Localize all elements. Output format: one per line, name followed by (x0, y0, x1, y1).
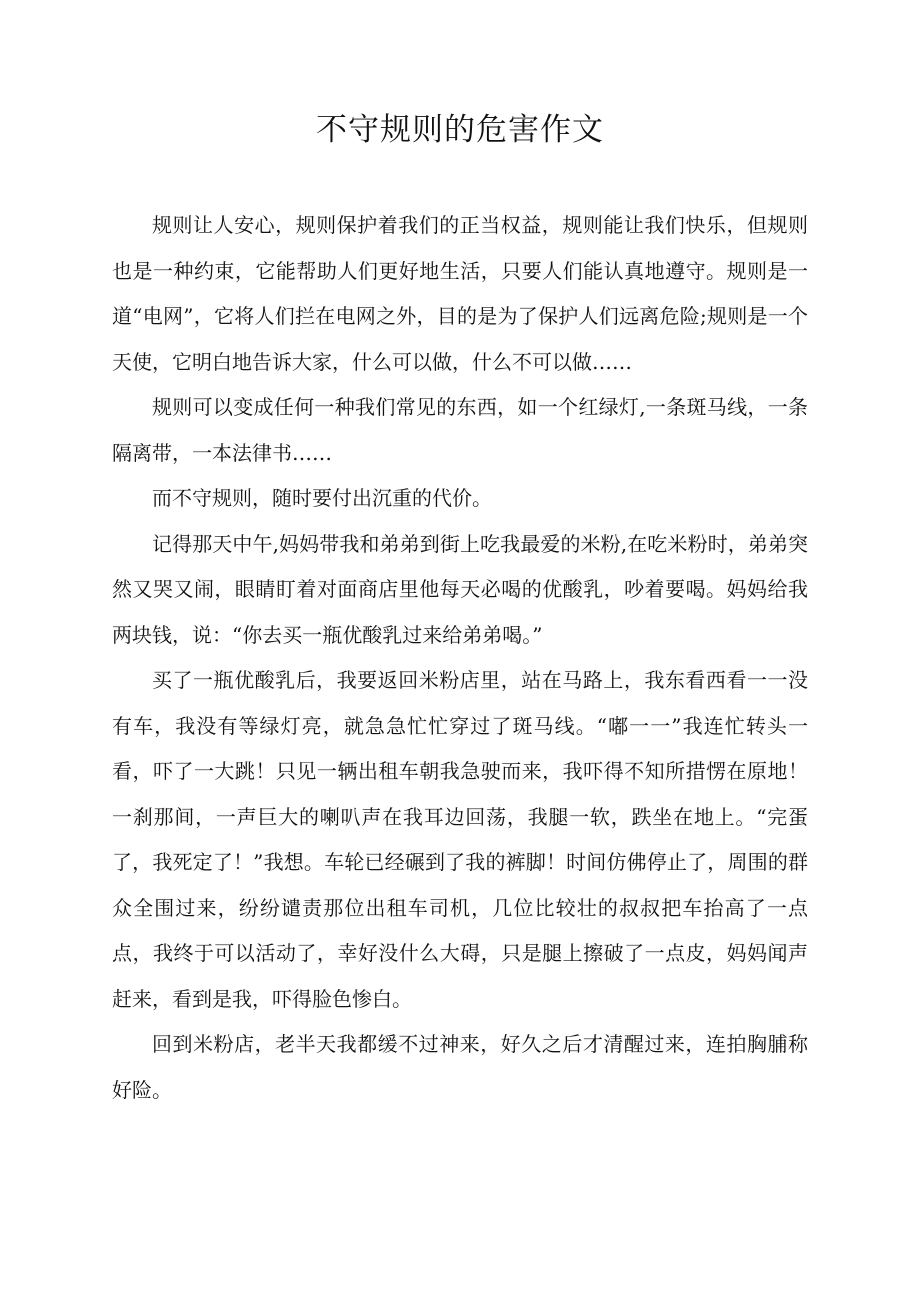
paragraph: 买了一瓶优酸乳后，我要返回米粉店里，站在马路上，我东看西看一一没有车，我没有等绿灯亮，就急急忙忙穿过了斑马线。“嘟一一”我连忙转头一看，吓了一大跳！只见一辆出租车朝我急驶而来，我吓得不知所措愣在原地！一刹那间，一声巨大的喇叭声在我耳边回荡，我腿一软，跌坐在地上。“完蛋了，我死定了！”我想。车轮已经碾到了我的裤脚！时间仿佛停止了，周围的群众全围过来，纷纷谴责那位出租车司机，几位比较壮的叔叔把车抬高了一点点，我终于可以活动了，幸好没什么大碍，只是腿上擦破了一点皮，妈妈闻声赶来，看到是我，吓得脸色惨白。 (112, 668, 808, 1011)
document-title: 不守规则的危害作文 (316, 112, 604, 148)
paragraph: 记得那天中午,妈妈带我和弟弟到街上吃我最爱的米粉,在吃米粉时，弟弟突然又哭又闹，眼睛盯着对面商店里他每天必喝的优酸乳，吵着要喝。妈妈给我两块钱，说：“你去买一瓶优酸乳过来给弟弟喝。” (112, 531, 808, 647)
paragraph: 规则可以变成任何一种我们常见的东西，如一个红绿灯,一条斑马线，一条隔离带，一本法律书…… (112, 395, 808, 465)
paragraph: 回到米粉店，老半天我都缓不过神来，好久之后才清醒过来，连拍胸脯称好险。 (112, 1032, 808, 1102)
paragraph: 规则让人安心，规则保护着我们的正当权益，规则能让我们快乐，但规则也是一种约束，它能帮助人们更好地生活，只要人们能认真地遵守。规则是一道“电网”，它将人们拦在电网之外，目的是为了保护人们远离危险;规则是一个天使，它明白地告诉大家，什么可以做，什么不可以做…… (112, 213, 808, 374)
document-body (112, 203, 808, 1113)
paragraph: 而不守规则，随时要付出沉重的代价。 (152, 486, 492, 510)
